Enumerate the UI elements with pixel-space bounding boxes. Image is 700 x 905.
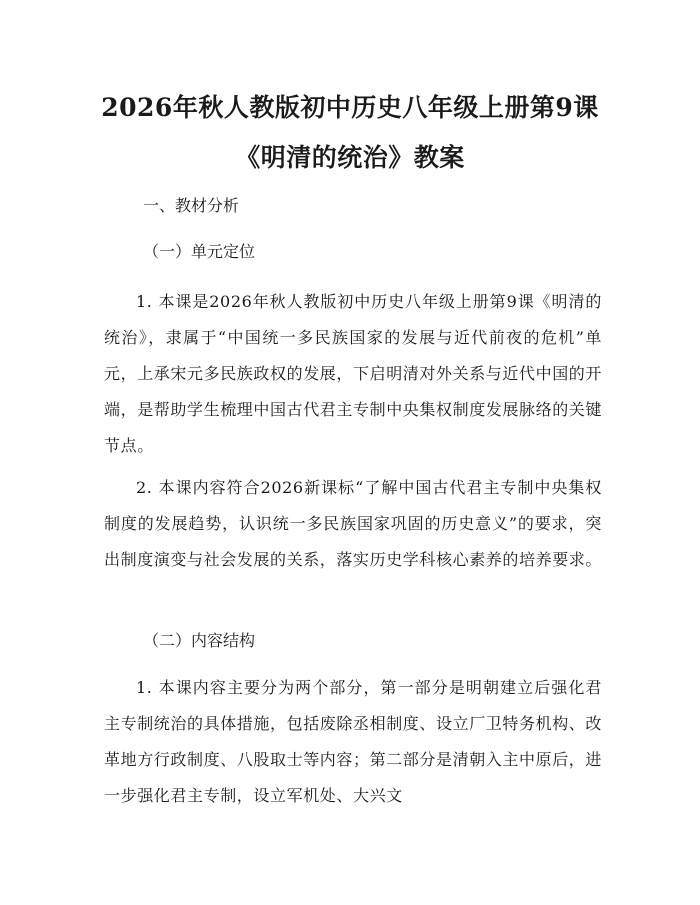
document-title-line-1: 2026年秋人教版初中历史八年级上册第9课 — [101, 93, 599, 122]
paragraph-unit-positioning-1: 1. 本课是2026年秋人教版初中历史八年级上册第9课《明清的统治》，隶属于“中国统一多民族国家的发展与近代前夜的危机”单元，上承宋元多民族政权的发展，下启明清对外关系与近代中国的开端，是帮助学生梳理中国古代君主专制中央集权制度发展脉络的关键节点。 — [104, 292, 603, 455]
document-title-line-2: 《明清的统治》教案 — [235, 143, 465, 172]
subsection-heading-unit-positioning: （一）单元定位 — [143, 242, 256, 261]
paragraph-unit-positioning-2: 2. 本课内容符合2026新课标“了解中国古代君主专制中央集权制度的发展趋势，认识统一多民族国家巩固的历史意义”的要求，突出制度演变与社会发展的关系，落实历史学科核心素养的培养要求。 — [104, 478, 603, 569]
subsection-heading-content-structure: （二）内容结构 — [143, 631, 256, 650]
section-heading-textbook-analysis: 一、教材分析 — [143, 196, 240, 215]
paragraph-content-structure-1: 1. 本课内容主要分为两个部分，第一部分是明朝建立后强化君主专制统治的具体措施，包括废除丞相制度、设立厂卫特务机构、改革地方行政制度、八股取士等内容；第二部分是清朝入主中原后，进一步强化君主专制，设立军机处、大兴文 — [104, 678, 603, 805]
